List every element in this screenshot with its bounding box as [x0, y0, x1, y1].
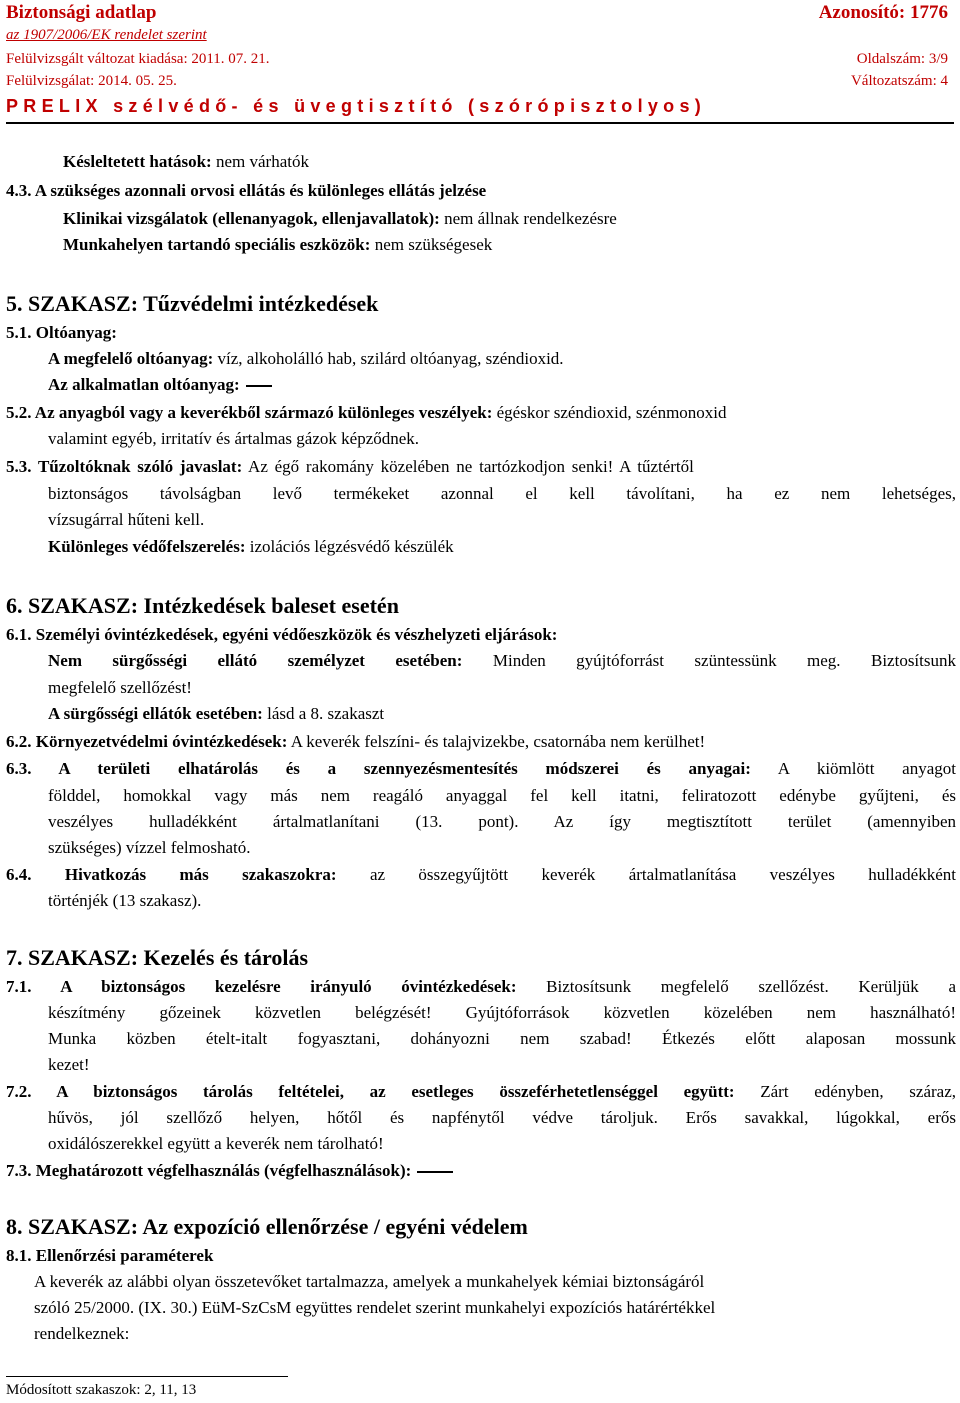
section-7-title: 7. SZAKASZ: Kezelés és tárolás [6, 945, 309, 970]
non-emergency-personnel-label: Nem sürgősségi ellátó személyzet esetében: [48, 651, 463, 670]
subsection-5-2-value-2: valamint egyéb, irritatív és ártalmas gázok képződnek. [48, 429, 420, 448]
subsection-5-2 [6, 402, 956, 423]
none-dash [246, 385, 272, 387]
delayed-effects-value: nem várhatók [211, 152, 309, 171]
unsuitable-extinguisher [48, 374, 272, 395]
subsection-6-3 [6, 758, 956, 779]
product-title: PRELIX szélvédő- és üvegtisztító (szórópisztolyos) [6, 96, 707, 116]
non-emergency-personnel-value-2: megfelelő szellőzést! [48, 678, 192, 697]
subsection-5-3-value-2: biztonságos távolságban levő termékeket azonnal el kell távolítani, ha ez nem lehetséges, [48, 484, 956, 503]
subsection-7-2-value-3: oxidálószerekkel együtt a keverék nem tárolható! [48, 1134, 384, 1153]
subsection-8-1-text-2: szóló 25/2000. (IX. 30.) EüM-SzCsM együttes rendelet szerint munkahelyi expozíciós határértékkel [34, 1298, 716, 1317]
subsection-5-3-value-1: Az égő rakomány közelében ne tartózkodjon senki! A tűztértől [242, 457, 694, 476]
page-number: Oldalszám: 3/9 [856, 51, 948, 67]
suitable-extinguisher-label: A megfelelő oltóanyag: [48, 349, 214, 368]
subsection-8-1-text-3: rendelkeznek: [34, 1324, 130, 1343]
emergency-responders [48, 703, 384, 724]
workplace-equipment [63, 234, 492, 255]
special-protective-equipment-value: izolációs légzésvédő készülék [245, 537, 454, 556]
suitable-extinguisher-value: víz, alkoholálló hab, szilárd oltóanyag, széndioxid. [213, 349, 564, 368]
clinical-tests-value: nem állnak rendelkezésre [439, 209, 617, 228]
subsection-5-2-label: 5.2. Az anyagból vagy a keverékből származó különleges veszélyek: [6, 403, 493, 422]
subsection-7-1-value-3: Munka közben ételt-italt fogyasztani, dohányozni nem szabad! Étkezés előtt alaposan mossunk [48, 1029, 956, 1048]
subsection-5-1-heading: 5.1. Oltóanyag: [6, 323, 117, 342]
subsection-7-2 [6, 1081, 956, 1102]
subsection-5-3-value-3: vízsugárral hűteni kell. [48, 510, 205, 529]
document-id: Azonosító: 1776 [818, 2, 948, 23]
subsection-7-3-label: 7.3. Meghatározott végfelhasználás (végfelhasználások): [6, 1161, 412, 1180]
workplace-equipment-value: nem szükségesek [370, 235, 493, 254]
subsection-4-3-heading: 4.3. A szükséges azonnali orvosi ellátás és különleges ellátás jelzése [6, 181, 487, 200]
subsection-7-1-label: 7.1. A biztonságos kezelésre irányuló óvintézkedések: [6, 977, 517, 996]
subsection-6-1-heading: 6.1. Személyi óvintézkedések, egyéni védőeszközök és vészhelyzeti eljárások: [6, 625, 558, 644]
clinical-tests [63, 208, 617, 229]
section-5-title: 5. SZAKASZ: Tűzvédelmi intézkedések [6, 291, 379, 316]
subsection-5-3 [6, 456, 956, 477]
subsection-6-4-label: 6.4. Hivatkozás más szakaszokra: [6, 865, 337, 884]
delayed-effects-label: Késleltetett hatások: [63, 152, 212, 171]
subsection-6-2 [6, 731, 705, 752]
subsection-6-3-label: 6.3. A területi elhatárolás és a szennyezésmentesítés módszerei és anyagai: [6, 759, 751, 778]
review-date: Felülvizsgálat: 2014. 05. 25. [6, 73, 177, 89]
regulation-reference: az 1907/2006/EK rendelet szerint [6, 27, 207, 43]
subsection-6-2-value: A keverék felszíni- és talajvizekbe, csatornába nem kerülhet! [287, 732, 706, 751]
subsection-5-2-value-1: égéskor széndioxid, szénmonoxid [492, 403, 727, 422]
subsection-7-1-value-4: kezet! [48, 1055, 90, 1074]
special-protective-equipment [48, 536, 454, 557]
none-dash [417, 1171, 453, 1173]
suitable-extinguisher [48, 348, 564, 369]
document-type: Biztonsági adatlap [6, 2, 157, 23]
delayed-effects [63, 151, 309, 172]
subsection-7-2-label: 7.2. A biztonságos tárolás feltételei, az esetleges összeférhetetlenséggel együtt: [6, 1082, 735, 1101]
subsection-7-1 [6, 976, 956, 997]
subsection-6-2-label: 6.2. Környezetvédelmi óvintézkedések: [6, 732, 288, 751]
revision-issue-date: Felülvizsgált változat kiadása: 2011. 07. 21. [6, 51, 270, 67]
special-protective-equipment-label: Különleges védőfelszerelés: [48, 537, 246, 556]
header-divider [6, 122, 954, 124]
subsection-6-3-value-4: szükséges) vízzel felmosható. [48, 838, 251, 857]
subsection-6-4-value-1: az összegyűjtött keverék ártalmatlanítása veszélyes hulladékként [336, 865, 956, 884]
subsection-6-3-value-1: A kiömlött anyagot [750, 759, 956, 778]
subsection-6-3-value-3: veszélyes hulladékként ártalmatlanítani (13. pont). Az így megtisztított terület (amennyiben [48, 812, 956, 831]
subsection-6-3-value-2: földdel, homokkal vagy más nem reagáló anyaggal fel kell itatni, feliratozott edénybe gyűjteni, és [48, 786, 956, 805]
modified-sections: Módosított szakaszok: 2, 11, 13 [6, 1382, 197, 1398]
subsection-7-1-value-1: Biztosítsunk megfelelő szellőzést. Kerüljük a [516, 977, 956, 996]
subsection-7-2-value-1: Zárt edényben, száraz, [734, 1082, 956, 1101]
section-8-title: 8. SZAKASZ: Az expozíció ellenőrzése / egyéni védelem [6, 1214, 528, 1239]
version-number: Változatszám: 4 [850, 73, 948, 89]
subsection-7-3 [6, 1160, 453, 1181]
subsection-8-1-heading: 8.1. Ellenőrzési paraméterek [6, 1246, 214, 1265]
unsuitable-extinguisher-label: Az alkalmatlan oltóanyag: [48, 375, 240, 394]
non-emergency-personnel-value-1: Minden gyújtóforrást szüntessünk meg. Biztosítsunk [462, 651, 956, 670]
subsection-5-3-label: 5.3. Tűzoltóknak szóló javaslat: [6, 457, 243, 476]
subsection-7-1-value-2: készítmény gőzeinek közvetlen belégzését! Gyújtóforrások közvetlen közelében nem használható! [48, 1003, 956, 1022]
subsection-6-4-value-2: történjék (13 szakasz). [48, 891, 202, 910]
subsection-6-4 [6, 864, 956, 885]
subsection-8-1-text-1: A keverék az alábbi olyan összetevőket tartalmazza, amelyek a munkahelyek kémiai biztonságáról [34, 1272, 705, 1291]
subsection-7-2-value-2: hűvös, jól szellőző helyen, hőtől és napfénytől védve tároljuk. Erős savakkal, lúgokkal, erős [48, 1108, 956, 1127]
emergency-responders-label: A sürgősségi ellátók esetében: [48, 704, 263, 723]
clinical-tests-label: Klinikai vizsgálatok (ellenanyagok, ellenjavallatok): [63, 209, 440, 228]
workplace-equipment-label: Munkahelyen tartandó speciális eszközök: [63, 235, 371, 254]
non-emergency-personnel [48, 650, 956, 671]
footer-divider [6, 1376, 288, 1377]
emergency-responders-value: lásd a 8. szakaszt [262, 704, 385, 723]
section-6-title: 6. SZAKASZ: Intézkedések baleset esetén [6, 593, 399, 618]
